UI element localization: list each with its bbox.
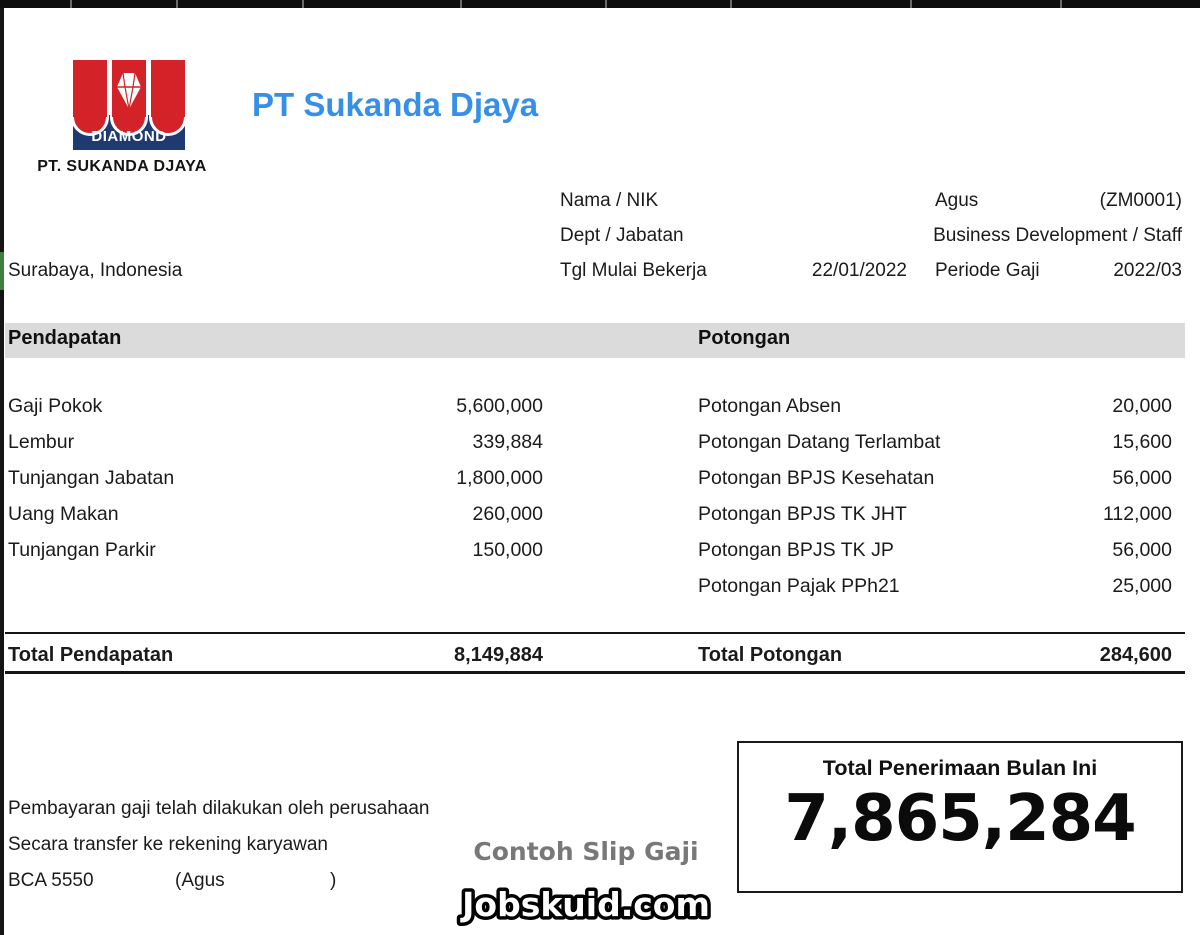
deduction-row bbox=[698, 388, 1172, 424]
employee-name-label: Nama / NIK bbox=[560, 190, 659, 211]
pay-period-label: Periode Gaji bbox=[935, 260, 1040, 281]
pay-period-value: 2022/03 bbox=[1113, 260, 1182, 281]
income-total-row bbox=[8, 641, 543, 669]
deductions-total-value: 284,600 bbox=[1099, 643, 1172, 666]
deduction-item-label: Potongan BPJS Kesehatan bbox=[698, 466, 935, 489]
spreadsheet-top-gridline bbox=[0, 0, 1200, 8]
diamond-logo bbox=[73, 60, 185, 150]
grid-tick bbox=[70, 0, 72, 8]
income-item-value: 150,000 bbox=[472, 538, 543, 561]
deduction-row bbox=[698, 496, 1172, 532]
net-pay-label: Total Penerimaan Bulan Ini bbox=[822, 756, 1098, 780]
company-location: Surabaya, Indonesia bbox=[8, 260, 183, 281]
income-item-value: 1,800,000 bbox=[456, 466, 543, 489]
account-holder: (Agus bbox=[175, 870, 225, 891]
deduction-items-list bbox=[698, 388, 1172, 604]
payment-note-line1: Pembayaran gaji telah dilakukan oleh perusahaan bbox=[8, 798, 430, 819]
deduction-item-label: Potongan BPJS TK JP bbox=[698, 538, 894, 561]
grid-tick bbox=[176, 0, 178, 8]
deduction-item-value: 56,000 bbox=[1112, 466, 1172, 489]
employee-dept-label: Dept / Jabatan bbox=[560, 225, 684, 246]
bank-account: BCA 5550 bbox=[8, 870, 94, 891]
deduction-row bbox=[698, 460, 1172, 496]
grid-tick bbox=[730, 0, 732, 8]
logo-brand-text: DIAMOND bbox=[91, 128, 167, 145]
income-row bbox=[8, 496, 543, 532]
deduction-item-label: Potongan Absen bbox=[698, 394, 842, 417]
deduction-item-label: Potongan Datang Terlambat bbox=[698, 430, 941, 453]
deduction-item-value: 15,600 bbox=[1112, 430, 1172, 453]
grid-tick bbox=[302, 0, 304, 8]
net-pay-box bbox=[737, 741, 1183, 893]
income-item-label: Lembur bbox=[8, 430, 75, 453]
deduction-row bbox=[698, 532, 1172, 568]
income-total-label: Total Pendapatan bbox=[8, 643, 174, 666]
deductions-total-row bbox=[698, 641, 1172, 669]
income-item-value: 339,884 bbox=[472, 430, 543, 453]
diamond-logo-graphic bbox=[73, 60, 185, 150]
left-selection-mark bbox=[0, 252, 4, 290]
deduction-item-value: 112,000 bbox=[1102, 502, 1172, 525]
income-item-value: 5,600,000 bbox=[456, 394, 543, 417]
watermark-site-text: Jobskuid.com bbox=[462, 885, 710, 924]
income-row bbox=[8, 424, 543, 460]
income-item-label: Gaji Pokok bbox=[8, 394, 103, 417]
income-item-value: 260,000 bbox=[472, 502, 543, 525]
deduction-row bbox=[698, 424, 1172, 460]
deduction-item-label: Potongan BPJS TK JHT bbox=[698, 502, 907, 525]
deduction-item-value: 25,000 bbox=[1112, 574, 1172, 597]
grid-tick bbox=[1060, 0, 1062, 8]
watermark-site bbox=[420, 880, 752, 928]
employee-nik-value: (ZM0001) bbox=[1099, 190, 1182, 211]
totals-divider-top bbox=[5, 632, 1185, 634]
employee-name-value: Agus bbox=[935, 190, 979, 211]
income-item-label: Tunjangan Jabatan bbox=[8, 466, 175, 489]
income-items-list bbox=[8, 388, 543, 568]
employee-start-date-value: 22/01/2022 bbox=[811, 260, 907, 281]
income-total-value: 8,149,884 bbox=[454, 643, 543, 666]
income-row bbox=[8, 460, 543, 496]
income-section-header: Pendapatan bbox=[8, 327, 122, 349]
spreadsheet-left-gridline bbox=[0, 8, 4, 935]
page-title: PT Sukanda Djaya bbox=[252, 86, 539, 123]
employee-start-date-label: Tgl Mulai Bekerja bbox=[560, 260, 707, 281]
section-header-band bbox=[5, 323, 1185, 358]
grid-tick bbox=[460, 0, 462, 8]
income-row bbox=[8, 532, 543, 568]
grid-tick bbox=[910, 0, 912, 8]
deductions-section-header: Potongan bbox=[698, 327, 791, 349]
income-row bbox=[8, 388, 543, 424]
deduction-row bbox=[698, 568, 1172, 604]
watermark-site-graphic bbox=[420, 880, 752, 928]
deduction-item-label: Potongan Pajak PPh21 bbox=[698, 574, 900, 597]
net-pay-value: 7,865,284 bbox=[784, 782, 1136, 856]
totals-divider-bottom bbox=[5, 671, 1185, 674]
deduction-item-value: 20,000 bbox=[1112, 394, 1172, 417]
employee-dept-value: Business Development / Staff bbox=[933, 225, 1182, 246]
account-holder-close-paren: ) bbox=[330, 870, 337, 891]
logo-company-caption: PT. SUKANDA DJAYA bbox=[37, 158, 207, 175]
grid-tick bbox=[605, 0, 607, 8]
income-item-label: Tunjangan Parkir bbox=[8, 538, 156, 561]
payment-note-line2: Secara transfer ke rekening karyawan bbox=[8, 834, 328, 855]
deduction-item-value: 56,000 bbox=[1112, 538, 1172, 561]
income-item-label: Uang Makan bbox=[8, 502, 119, 525]
watermark-title: Contoh Slip Gaji bbox=[473, 837, 699, 866]
deductions-total-label: Total Potongan bbox=[698, 643, 843, 666]
